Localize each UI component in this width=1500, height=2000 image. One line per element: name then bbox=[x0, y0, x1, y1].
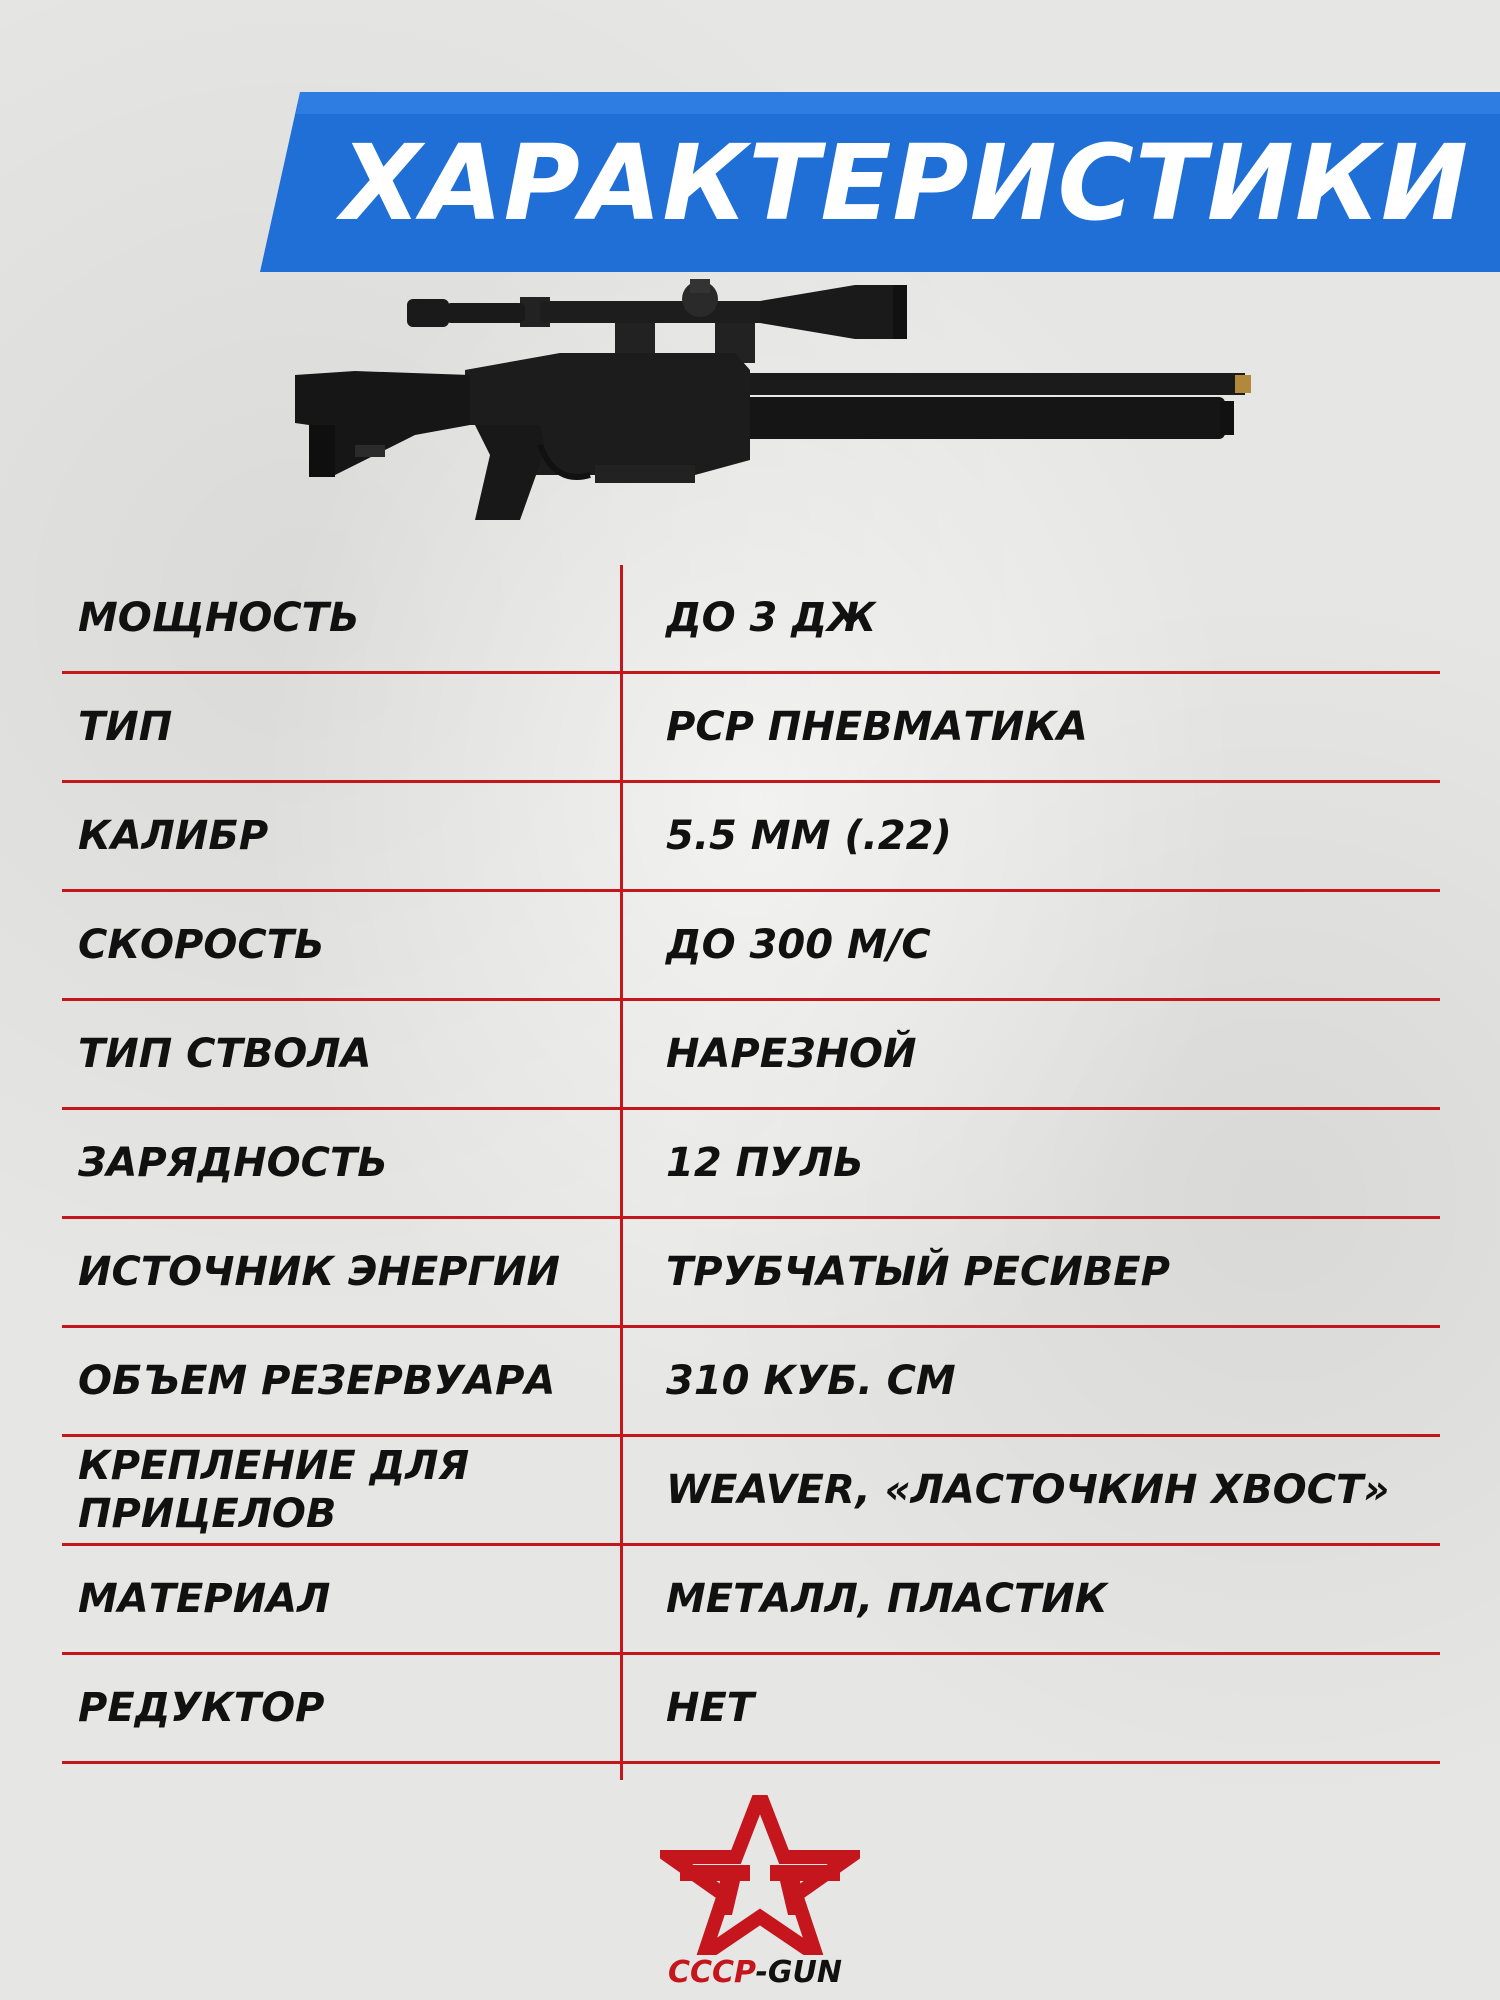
spec-value: 12 ПУЛЬ bbox=[666, 1140, 864, 1186]
spec-value: НЕТ bbox=[666, 1685, 755, 1731]
brand-name-part2: -GUN bbox=[755, 1955, 843, 1990]
table-row bbox=[62, 1001, 1440, 1110]
spec-label: ТИП СТВОЛА bbox=[78, 1031, 372, 1077]
spec-label: РЕДУКТОР bbox=[78, 1685, 325, 1731]
spec-label: КРЕПЛЕНИЕ ДЛЯ ПРИЦЕЛОВ bbox=[78, 1443, 470, 1537]
spec-label: КАЛИБР bbox=[78, 813, 269, 859]
table-row bbox=[62, 565, 1440, 674]
brand-name-part1: CCCP bbox=[667, 1955, 756, 1990]
spec-label: МАТЕРИАЛ bbox=[78, 1576, 331, 1622]
spec-value: WEAVER, «ЛАСТОЧКИН ХВОСТ» bbox=[666, 1467, 1390, 1513]
table-row bbox=[62, 1328, 1440, 1437]
spec-value: PCP ПНЕВМАТИКА bbox=[666, 704, 1088, 750]
table-row bbox=[62, 783, 1440, 892]
table-row bbox=[62, 1546, 1440, 1655]
table-row bbox=[62, 892, 1440, 1001]
table-row bbox=[62, 1437, 1440, 1546]
spec-label: ОБЪЕМ РЕЗЕРВУАРА bbox=[78, 1358, 556, 1404]
page-title: ХАРАКТЕРИСТИКИ bbox=[341, 122, 1469, 244]
spec-label: МОЩНОСТЬ bbox=[78, 595, 360, 641]
spec-label: ЗАРЯДНОСТЬ bbox=[78, 1140, 388, 1186]
spec-label: СКОРОСТЬ bbox=[78, 922, 325, 968]
table-row bbox=[62, 1110, 1440, 1219]
spec-value: ТРУБЧАТЫЙ РЕСИВЕР bbox=[666, 1249, 1170, 1295]
spec-value: НАРЕЗНОЙ bbox=[666, 1031, 917, 1077]
brand-name bbox=[640, 1955, 870, 1991]
spec-value: ДО 300 М/С bbox=[666, 922, 931, 968]
rifle-image bbox=[295, 275, 1255, 530]
table-row bbox=[62, 1219, 1440, 1328]
spec-value: 5.5 ММ (.22) bbox=[666, 813, 952, 859]
table-row bbox=[62, 674, 1440, 783]
spec-label: ТИП bbox=[78, 704, 173, 750]
spec-value: 310 КУБ. СМ bbox=[666, 1358, 956, 1404]
spec-value: ДО 3 ДЖ bbox=[666, 595, 876, 641]
spec-value: МЕТАЛЛ, ПЛАСТИК bbox=[666, 1576, 1108, 1622]
spec-label: ИСТОЧНИК ЭНЕРГИИ bbox=[78, 1249, 560, 1295]
table-row bbox=[62, 1655, 1440, 1764]
specs-table bbox=[62, 565, 1440, 1764]
